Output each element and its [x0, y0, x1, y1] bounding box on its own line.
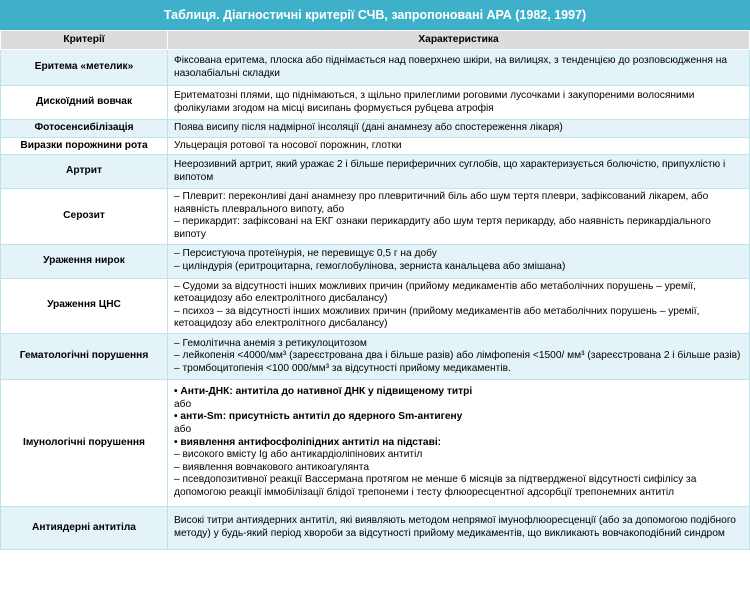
table-row [1, 155, 750, 189]
characteristic-line: Еритематозні плями, що піднімаються, з щільно прилеглими роговими лусочками і закупореними волосяними фолікулами згодом на місці висипань формується рубцева атрофія [174, 89, 695, 114]
table-row [1, 120, 750, 138]
header-row [1, 31, 750, 50]
criterion-cell: Еритема «метелик» [1, 50, 168, 86]
criterion-cell: Дискоїдний вовчак [1, 86, 168, 120]
criteria-table [0, 30, 750, 550]
characteristic-line: – виявлення вовчакового антикоагулянта [174, 461, 370, 473]
characteristic-cell [168, 379, 750, 506]
characteristic-line: Ульцерація ротової та носової порожнин, глотки [174, 139, 402, 151]
characteristic-line: Високі титри антиядерних антитіл, які виявляють методом непрямої імунофлюоресценції (або за допомогою подібного методу) у будь-який період хвороби за відсутності прийому медикаментів, що викликають вовчакоподібний синдром [174, 515, 736, 539]
table-row [1, 333, 750, 379]
table-title: Таблиця. Діагностичні критерії СЧВ, запропоновані АРА (1982, 1997) [0, 0, 750, 30]
criterion-cell: Ураження нирок [1, 244, 168, 278]
characteristic-cell [168, 333, 750, 379]
table-row [1, 189, 750, 244]
header-criteria: Критерії [1, 31, 168, 50]
characteristic-cell [168, 137, 750, 155]
characteristic-line: – перикардит: зафіксовані на ЕКГ ознаки перикардиту або шум тертя перикарду, або наявність перикардіального випоту [174, 216, 711, 240]
table-row [1, 137, 750, 155]
table-body [1, 50, 750, 550]
table-row [1, 379, 750, 506]
criterion-cell: Гематологічні порушення [1, 333, 168, 379]
characteristic-line: • Анти-ДНК: антитіла до нативної ДНК у підвищеному титрі [174, 386, 473, 398]
characteristic-line: або [174, 424, 192, 436]
criterion-cell: Серозит [1, 189, 168, 244]
characteristic-line: • анти-Sm: присутність антитіл до ядерного Sm-антигену [174, 411, 463, 423]
table-row [1, 86, 750, 120]
characteristic-cell [168, 278, 750, 333]
characteristic-cell [168, 189, 750, 244]
characteristic-line: – Гемолітична анемія з ретикулоцитозом [174, 337, 367, 349]
characteristic-line: – циліндурія (еритроцитарна, гемоглобулінова, зерниста канальцева або змішана) [174, 261, 566, 273]
characteristic-line: • виявлення антифосфоліпідних антитіл на підставі: [174, 436, 442, 448]
table-row [1, 278, 750, 333]
table-row [1, 50, 750, 86]
characteristic-line: – Плеврит: переконливі дані анамнезу про плевритичний біль або шум тертя плеври, зафіксований лікарем, або наявність плеврального випоту, або [174, 191, 709, 215]
characteristic-line: – тромбоцитопенія <100 000/мм³ за відсутності прийому медикаментів. [174, 362, 511, 374]
characteristic-line: – психоз – за відсутності інших можливих причин (прийому медикаментів або метаболічних порушень – уремії, кетоацидозу або електролітного дисбалансу) [174, 305, 700, 330]
criterion-cell: Артрит [1, 155, 168, 189]
criterion-cell: Ураження ЦНС [1, 278, 168, 333]
characteristic-line: – Персистуюча протеїнурія, не перевищує 0,5 г на добу [174, 248, 437, 260]
header-characteristic: Характеристика [168, 31, 750, 50]
criterion-cell: Фотосенсибілізація [1, 120, 168, 138]
characteristic-cell [168, 155, 750, 189]
characteristic-cell [168, 120, 750, 138]
characteristic-line: Фіксована еритема, плоска або піднімається над поверхнею шкіри, на вилицях, з тенденцією до розповсюдження на назолабіальні складки [174, 54, 727, 79]
criterion-cell: Імунологічні порушення [1, 379, 168, 506]
characteristic-line: – високого вмісту Ig або антикардіоліпінових антитіл [174, 449, 423, 461]
characteristic-cell [168, 244, 750, 278]
table-row [1, 506, 750, 549]
table-row [1, 244, 750, 278]
criterion-cell: Виразки порожнини рота [1, 137, 168, 155]
characteristic-cell [168, 506, 750, 549]
characteristic-line: – лейкопенія <4000/мм³ (зареєстрована два і більше разів) або лімфопенія <1500/ мм³ (зареєстрована 2 і більше разів) [174, 350, 741, 362]
characteristic-line: Неерозивний артрит, який уражає 2 і більше периферичних суглобів, що характеризується болючістю, припухлістю і випотом [174, 159, 726, 183]
characteristic-line: Поява висипу після надмірної інсоляції (дані анамнезу або спостереження лікаря) [174, 122, 563, 133]
characteristic-line: – псевдопозитивної реакції Вассермана протягом не менше 6 місяців за підтвердженої відсутності сифілісу за допомогою реакції іммобілізації блідої трепонеми і тесту флюоресцентної адсорбції трепонемних антитіл [174, 474, 697, 499]
characteristic-line: – Судоми за відсутності інших можливих причин (прийому медикаментів або метаболічних порушень – уремії, кетоацидозу або електролітного дисбалансу) [174, 280, 696, 305]
criterion-cell: Антиядерні антитіла [1, 506, 168, 549]
characteristic-line: або [174, 398, 192, 410]
characteristic-cell [168, 86, 750, 120]
characteristic-cell [168, 50, 750, 86]
